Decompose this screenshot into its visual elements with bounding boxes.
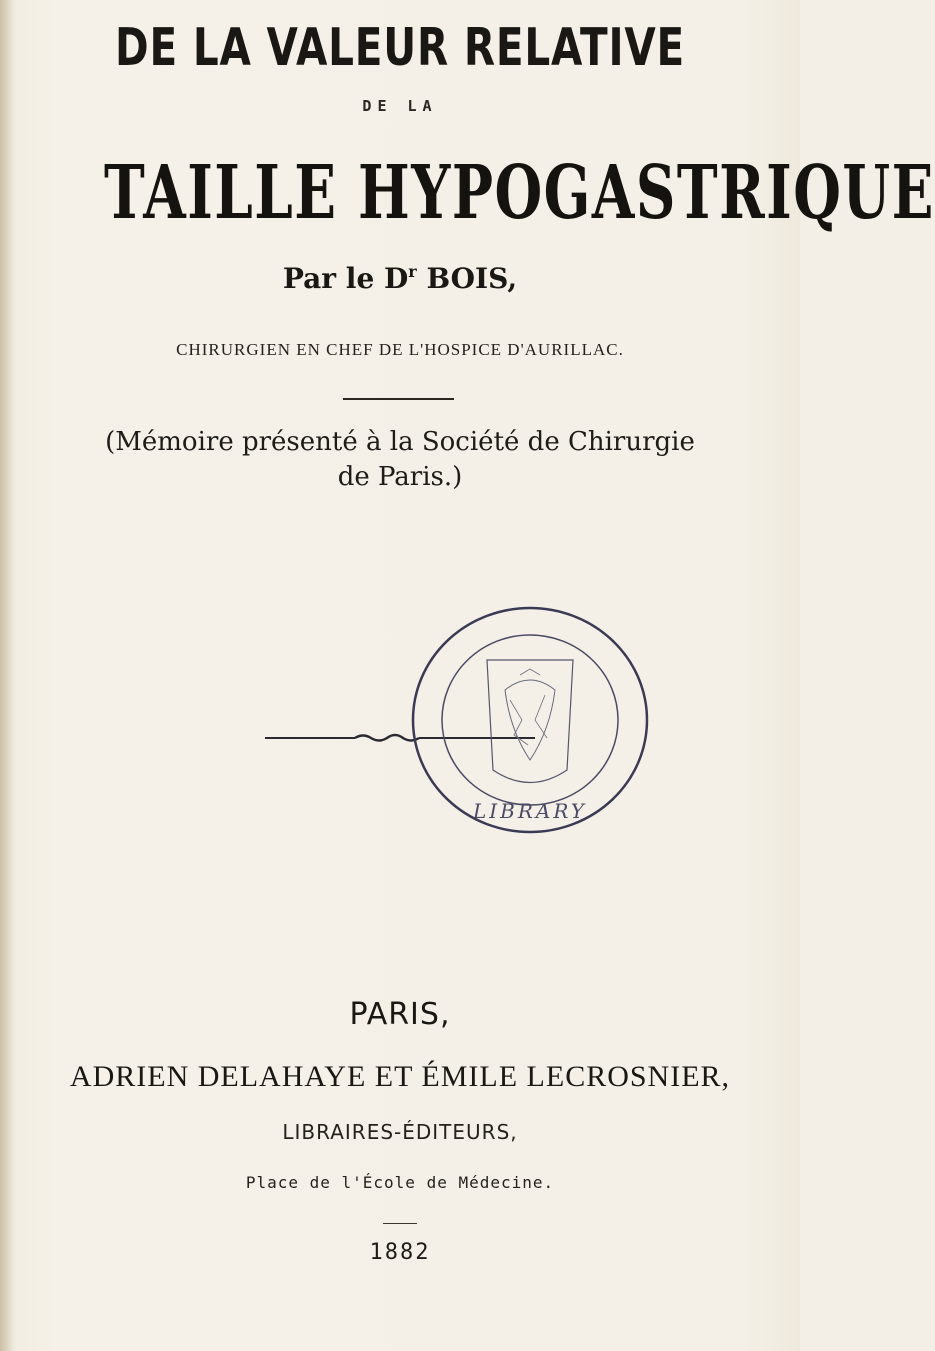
short-rule xyxy=(383,1223,417,1224)
imprint-address: Place de l'École de Médecine. xyxy=(245,1173,555,1192)
author-role: CHIRURGIEN EN CHEF DE L'HOSPICE D'AURILLAC. xyxy=(176,340,624,359)
author-name: BOIS, xyxy=(416,262,518,295)
title-line-1: DE LA VALEUR RELATIVE xyxy=(115,18,685,78)
imprint-role: LIBRAIRES-ÉDITEURS, xyxy=(282,1120,518,1144)
imprint-city: PARIS, xyxy=(349,997,451,1032)
imprint-year: 1882 xyxy=(369,1240,431,1265)
memoire-note xyxy=(0,425,800,495)
page-edge-shadow xyxy=(0,0,14,1351)
memoire-line-1: (Mémoire présenté à la Société de Chirurgie xyxy=(105,427,695,457)
author-line xyxy=(0,262,800,295)
author-prefix: Par le D xyxy=(282,262,409,295)
title-line-3: TAILLE HYPOGASTRIQUE xyxy=(104,150,935,236)
library-stamp-icon xyxy=(255,580,655,840)
imprint-publishers: ADRIEN DELAHAYE ET ÉMILE LECROSNIER, xyxy=(69,1060,731,1093)
memoire-line-2: de Paris.) xyxy=(337,462,463,492)
stamp-text: LIBRARY xyxy=(472,799,588,823)
title-line-2: DE LA xyxy=(362,97,438,115)
author-sup: r xyxy=(408,262,417,281)
divider-rule xyxy=(343,398,454,400)
